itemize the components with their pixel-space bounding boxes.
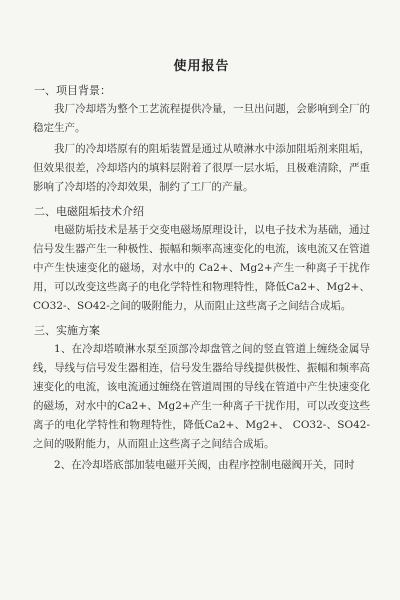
section-heading-technology: 二、电磁阻垢技术介绍 [34, 205, 144, 218]
section-heading-background: 一、项目背景： [34, 84, 111, 97]
section-technology [33, 203, 370, 316]
paragraph-plan-1: 1、在冷却塔喷淋水泵至顶部冷却盘管之间的竖直管道上缠绕金属导线，导线与信号发生器相连，信号发生器给导线提供极性、振幅和频率高速变化的电流，该电流通过缠绕在管道周围的导线在管道中产生快速变化的磁场，对水中的Ca2+、Mg2+产生一种离子干扰作用，可以改变这些离子的电化学特性和物理特性，降低Ca2+、Mg2+、 CO32-、SO42-之间的吸附能力，从而阻止这些离子之间结合成垢。 [33, 343, 370, 450]
document-title: 使用报告 [173, 59, 230, 74]
paragraph-plan-2: 2、在冷却塔底部加装电磁开关阀，由程序控制电磁阀开关，同时 [54, 459, 355, 471]
section-plan [33, 322, 370, 475]
paragraph-background-1: 我厂冷却塔为整个工艺流程提供冷量，一旦出问题，会影响到全厂的稳定生产。 [33, 103, 370, 134]
paragraph-technology-1: 电磁防垢技术是基于交变电磁场原理设计，以电子技术为基础，通过信号发生器产生一种极性、振幅和频率高速变化的电流，该电流又在管道中产生快速变化的磁场，对水中的 Ca2+、Mg2+产生一种离子干扰作用，可以改变这些离子的电化学特性和物理特性，降低Ca2+、Mg2+、 CO32-、SO42-之间的吸附能力，从而阻止这些离子之间结合成垢。 [33, 224, 370, 312]
section-background [33, 82, 370, 197]
paragraph-background-2: 我厂的冷却塔原有的阻垢装置是通过从喷淋水中添加阻垢剂来阻垢，但效果很差，冷却塔内的填料层附着了很厚一层水垢，且极难清除，严重影响了冷却塔的冷却效果，制约了工厂的产量。 [33, 143, 370, 193]
section-heading-plan: 三、实施方案 [34, 324, 100, 337]
